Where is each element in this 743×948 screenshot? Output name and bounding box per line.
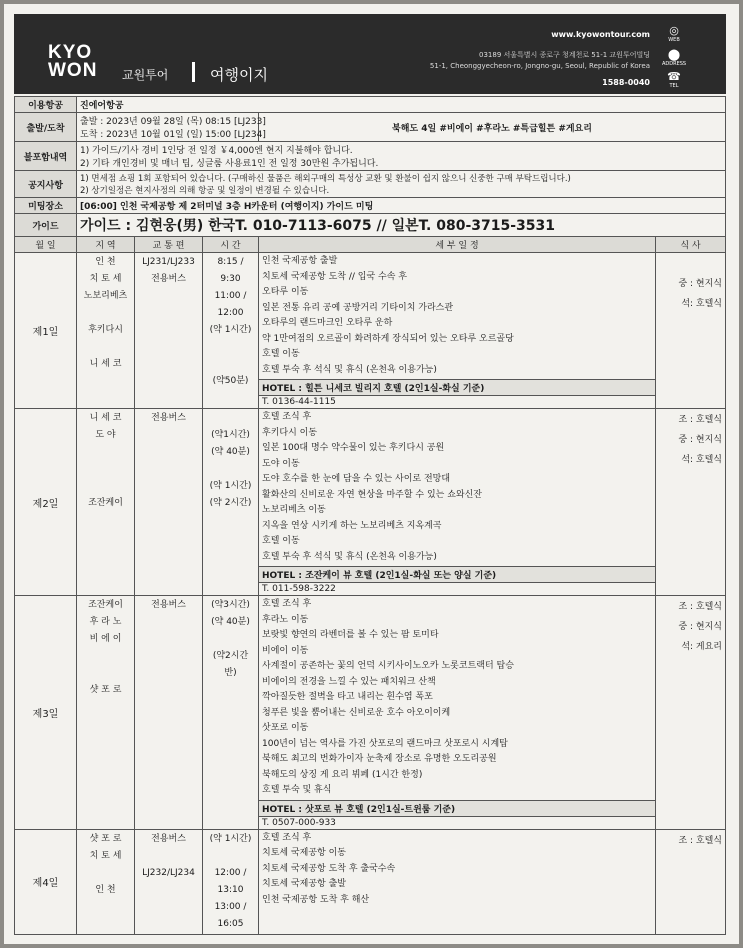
hotel-name: HOTEL : 힐튼 니세코 빌리지 호텔 (2인1실-화실 기준) xyxy=(259,380,656,396)
cell-line: 12:00 / 13:10 xyxy=(214,867,247,895)
web-icon: ◎ WEB xyxy=(668,24,680,43)
meal-item: 조 : 호텔식 xyxy=(678,415,722,425)
meal-item: 조 : 호텔식 xyxy=(678,835,722,846)
cell-line xyxy=(80,444,131,461)
cell-line: 비 에 이 xyxy=(89,634,122,644)
cell-line: (약3시간) xyxy=(211,600,250,610)
schedule-item: 호텔 투숙 후 석식 및 휴식 (온천욕 이용가능) xyxy=(262,364,437,375)
schedule-item: 호텔 조식 후 xyxy=(262,832,312,843)
address-icon: ⬤ ADDRESS xyxy=(662,48,687,67)
schedule-item: 호텔 투숙 후 석식 및 휴식 (온천욕 이용가능) xyxy=(262,551,437,562)
schedule-item: 도야 호수를 한 눈에 담을 수 있는 사이로 전망대 xyxy=(262,474,451,484)
cell-line: 도 야 xyxy=(95,430,116,440)
cell-line xyxy=(80,665,131,682)
cell-line: 샷 포 로 xyxy=(89,685,122,695)
meal-item: 석: 호텔식 xyxy=(681,299,722,309)
schedule-item: 일본 100대 명수 약수물이 있는 후키다시 공원 xyxy=(262,443,445,453)
cell-line xyxy=(206,339,255,356)
cell-line: 전용버스 xyxy=(151,274,186,284)
cell-line xyxy=(138,848,199,865)
website: www.kyowontour.com xyxy=(551,30,650,39)
meal-cell xyxy=(655,409,725,596)
cell-line: (약50분) xyxy=(212,376,249,386)
detail-cell xyxy=(259,409,656,567)
cell-line: 노보리베츠 xyxy=(83,291,128,301)
detail-cell xyxy=(259,596,656,801)
transport-cell xyxy=(135,596,203,830)
column-headers: 월 일 지 역 교 통 편 시 간 세 부 일 정 식 사 xyxy=(15,237,726,253)
kyowon-logo: KYO WON xyxy=(48,42,98,81)
schedule-item: 후라노 이동 xyxy=(262,614,309,625)
hotel-tel: T. 0507-000-933 xyxy=(259,816,656,829)
day-label: 제2일 xyxy=(15,409,77,596)
schedule-item: 도야 이동 xyxy=(262,458,300,469)
schedule-item: 활화산의 신비로운 자연 현상을 마주할 수 있는 쇼와신잔 xyxy=(262,489,482,500)
region-cell xyxy=(77,253,135,409)
brand-name: 교원투어 xyxy=(122,68,169,82)
cell-line: (약 1시간) xyxy=(209,833,252,844)
cell-line: 전용버스 xyxy=(151,413,186,423)
schedule-item: 치토세 국제공항 도착 후 출국수속 xyxy=(262,863,396,874)
tel-icon: ☎ TEL xyxy=(667,70,681,89)
cell-line: 8:15 / 9:30 xyxy=(217,257,244,284)
meal-cell xyxy=(655,253,725,409)
cell-line xyxy=(80,461,131,478)
cell-line: 전용버스 xyxy=(151,833,186,844)
cell-line: (약 40분) xyxy=(211,447,250,457)
departure-row: 출발/도착 출발 : 2023년 09월 28일 (목) 08:15 [LJ233] 도착 : 2023년 10월 01일 (일) 15:00 [LJ234] 북해도 4일 #비에이 #후라노 #특급힐튼 #게요리 xyxy=(15,113,726,142)
cell-line: 니 세 코 xyxy=(89,359,122,369)
excluded-row: 불포함내역 1) 가이드/기사 경비 1인당 전 일정 ￥4,000엔 현지 지불해야 합니다. 2) 기타 개인경비 및 매너 팁, 싱글룸 사용료1인 전 일정 30만원 추가됩니다. xyxy=(15,142,726,171)
cell-line xyxy=(206,356,255,373)
schedule-item: 호텔 조식 후 xyxy=(262,599,312,609)
schedule-item: 일본 전통 유리 공예 공방거리 기타이치 가라스관 xyxy=(262,302,454,313)
schedule-item: 보랏빛 향연의 라벤더를 볼 수 있는 팜 토미타 xyxy=(262,630,439,640)
phone-number: 1588-0040 xyxy=(602,78,650,87)
cell-line: 후 라 노 xyxy=(89,617,122,627)
hotel-name: HOTEL : 삿포로 뷰 호텔 (2인1실-트윈룸 기준) xyxy=(259,800,656,816)
cell-line: (약 1시간) xyxy=(209,325,252,335)
schedule-item: 약 1만여점의 오르골이 화려하게 장식되어 있는 오타루 오르골당 xyxy=(262,333,514,344)
cell-line: 전용버스 xyxy=(151,600,186,610)
address-en: 51-1, Cheonggyecheon-ro, Jongno-gu, Seoul, Republic of Korea xyxy=(429,62,650,70)
day-label: 제4일 xyxy=(15,829,77,934)
transport-cell xyxy=(135,409,203,596)
day-label: 제3일 xyxy=(15,596,77,830)
cell-line xyxy=(80,478,131,495)
cell-line: 치 토 세 xyxy=(89,850,122,861)
cell-line: 후키다시 xyxy=(88,325,123,335)
cell-line xyxy=(80,865,131,882)
region-cell xyxy=(77,829,135,934)
day-row xyxy=(15,829,726,934)
meal-item: 중 : 현지식 xyxy=(678,435,722,445)
time-cell xyxy=(203,829,259,934)
cell-line: 니 세 코 xyxy=(89,413,122,423)
cell-line: 조잔케이 xyxy=(88,600,123,610)
schedule-item: 치토세 국제공항 도착 // 입국 수속 후 xyxy=(262,271,407,282)
schedule-item: 치토세 국제공항 출발 xyxy=(262,879,346,889)
schedule-item: 비에이의 전경을 느낄 수 있는 패치워크 산책 xyxy=(262,676,436,687)
schedule-item: 오타루 이동 xyxy=(262,287,309,297)
schedule-item: 오타루의 랜드마크인 오타루 운하 xyxy=(262,318,393,328)
schedule-item: 100년이 넘는 역사를 가진 삿포로의 랜드마크 삿포로시 시계탑 xyxy=(262,738,508,749)
schedule-item: 호텔 조식 후 xyxy=(262,412,312,422)
schedule-item: 노보리베츠 이동 xyxy=(262,505,326,515)
itinerary-sheet xyxy=(4,4,739,944)
cell-line xyxy=(206,848,255,865)
cell-line: 샷 포 로 xyxy=(89,833,122,844)
transport-cell xyxy=(135,253,203,409)
schedule-item: 북해도 최고의 번화가이자 눈축제 장소로 유명한 오도리공원 xyxy=(262,754,497,764)
cell-line: 11:00 / 12:00 xyxy=(214,291,247,318)
day-rows xyxy=(15,253,726,935)
cell-line xyxy=(80,339,131,356)
meal-item: 조 : 호텔식 xyxy=(678,602,722,612)
cell-line: (약2시간 반) xyxy=(212,651,249,678)
notice-row: 공지사항 1) 면세점 쇼핑 1회 포함되어 있습니다. (구매하신 물품은 해외구매의 특성상 교환 및 환불이 쉽지 않으니 신중한 구매 부탁드립니다.) 2) 상기일정은 현지사정의 의해 항공 및 일정이 변경될 수 있습니다. xyxy=(15,171,726,198)
detail-cell xyxy=(259,253,656,380)
meal-item: 석: 게요리 xyxy=(681,642,722,652)
cell-line: (약 1시간) xyxy=(209,481,252,491)
sub-brand: 여행이지 xyxy=(210,66,268,84)
meal-item: 석: 호텔식 xyxy=(681,455,722,465)
detail-cell xyxy=(259,829,656,934)
letterhead xyxy=(14,14,726,94)
cell-line: 인 천 xyxy=(95,257,116,267)
day-label: 제1일 xyxy=(15,253,77,409)
meal-item: 중 : 현지식 xyxy=(678,622,722,632)
cell-line xyxy=(80,648,131,665)
guide-row: 가이드 가이드 : 김현웅(男) 한국T. 010-7113-6075 // 일본T. 080-3715-3531 xyxy=(15,214,726,237)
time-cell xyxy=(203,409,259,596)
cell-line: (약 40분) xyxy=(211,617,250,627)
meal-cell xyxy=(655,829,725,934)
schedule-item: 후키다시 이동 xyxy=(262,427,318,438)
address-kr: 03189 서울특별시 종로구 청계천로 51-1 교원투어빌딩 xyxy=(479,51,650,59)
cell-line: 인 천 xyxy=(95,884,116,895)
schedule-item: 인천 국제공항 출발 xyxy=(262,256,338,266)
schedule-item: 치토세 국제공항 이동 xyxy=(262,848,346,858)
meal-item xyxy=(659,254,722,274)
time-cell xyxy=(203,596,259,830)
hotel-tel: T. 0136-44-1115 xyxy=(259,396,656,409)
schedule-item: 북해도의 상징 게 요리 뷔페 (1시간 한정) xyxy=(262,769,423,780)
meal-item: 중 : 현지식 xyxy=(678,279,722,289)
schedule-item: 호텔 이동 xyxy=(262,349,300,359)
schedule-item: 호텔 투숙 및 휴식 xyxy=(262,785,332,795)
schedule-item: 깍아질듯한 절벽을 타고 내리는 흰수염 폭포 xyxy=(262,692,433,702)
cell-line: (약 2시간) xyxy=(209,498,252,508)
hotel-tel: T. 011-598-3222 xyxy=(259,583,656,596)
transport-cell xyxy=(135,829,203,934)
schedule-item: 호텔 이동 xyxy=(262,536,300,546)
hotel-name: HOTEL : 조잔케이 뷰 호텔 (2인1실-화실 또는 양실 기준) xyxy=(259,567,656,583)
cell-line xyxy=(206,631,255,648)
cell-line xyxy=(206,461,255,478)
time-cell xyxy=(203,253,259,409)
schedule-item: 사계절이 공존하는 꽃의 언덕 시키사이노오카 노롯코트랙터 탑승 xyxy=(262,661,514,671)
day-row xyxy=(15,596,726,801)
schedule-item: 지옥을 연상 시키게 하는 노보리베츠 지옥계곡 xyxy=(262,520,442,531)
cell-line: LJ231/LJ233 xyxy=(142,257,195,267)
region-cell xyxy=(77,596,135,830)
region-cell xyxy=(77,409,135,596)
itinerary-table xyxy=(14,96,726,935)
cell-line: 13:00 / 16:05 xyxy=(214,901,247,929)
meal-cell xyxy=(655,596,725,830)
cell-line: 조잔케이 xyxy=(88,498,123,508)
day-row xyxy=(15,253,726,380)
meeting-row: 미팅장소 [06:00] 인천 국제공항 제 2터미널 3층 H카운터 (여행이지) 가이드 미팅 xyxy=(15,198,726,214)
cell-line: LJ232/LJ234 xyxy=(142,867,195,878)
cell-line xyxy=(206,410,255,427)
schedule-item: 인천 국제공항 도착 후 해산 xyxy=(262,894,370,905)
schedule-item: 삿포로 이동 xyxy=(262,723,309,733)
airline-row: 이용항공 진에어항공 xyxy=(15,97,726,113)
schedule-item: 청푸른 빛을 뿜어내는 신비로운 호수 아오이이케 xyxy=(262,707,451,718)
tour-title: 북해도 4일 #비에이 #후라노 #특급힐튼 #게요리 xyxy=(259,113,726,142)
day-row xyxy=(15,409,726,567)
divider xyxy=(192,62,195,82)
cell-line xyxy=(80,305,131,322)
schedule-item: 비에이 이동 xyxy=(262,645,309,656)
cell-line: (약1시간) xyxy=(211,430,250,440)
cell-line: 치 토 세 xyxy=(89,274,122,284)
